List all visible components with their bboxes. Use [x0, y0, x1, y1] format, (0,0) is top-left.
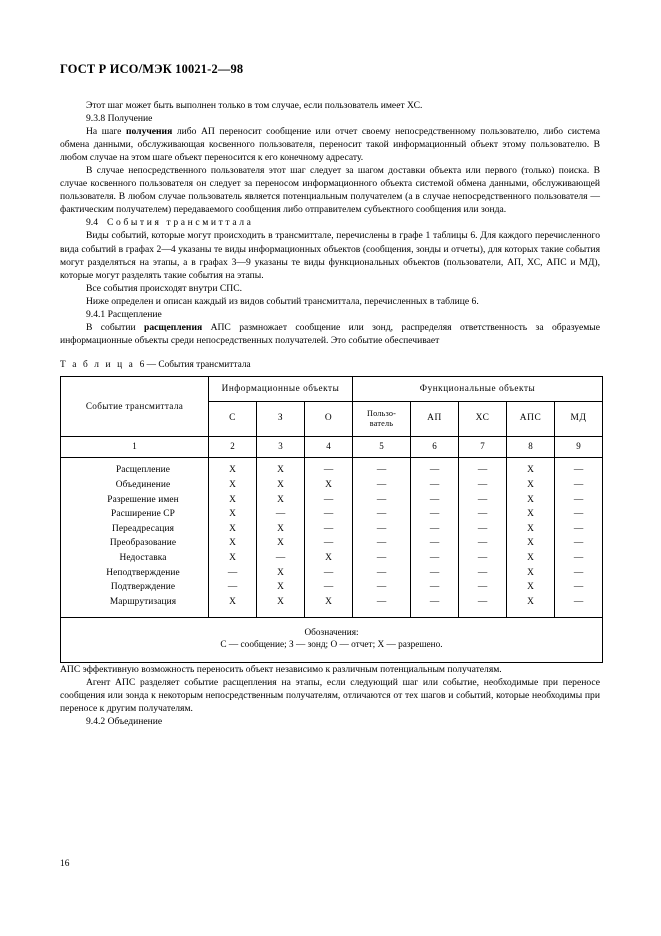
- paragraph-agent-splits: [60, 676, 600, 715]
- paragraph-text: Этот шаг может быть выполнен только в том случае, если пользователь имеет ХС.: [86, 100, 423, 111]
- table-row: [61, 551, 603, 566]
- table-row: [61, 566, 603, 581]
- table-cell: —: [459, 493, 507, 508]
- table-cell: —: [353, 551, 411, 566]
- table-row-label: Расширение СР: [61, 508, 209, 523]
- column-number-4: 4: [305, 436, 353, 457]
- table-cell: X: [257, 457, 305, 478]
- table-cell: —: [555, 566, 603, 581]
- table-cell: —: [305, 457, 353, 478]
- table-cell: —: [257, 551, 305, 566]
- table-header-col-user: [353, 401, 411, 436]
- table-row-label: Переадресация: [61, 522, 209, 537]
- table-cell: —: [555, 537, 603, 552]
- table-legend-title: Обозначения:: [304, 628, 359, 639]
- column-number-1: 1: [61, 436, 209, 457]
- table-cell: —: [411, 522, 459, 537]
- table-caption: [60, 359, 600, 371]
- table-row-label: Расщепление: [61, 457, 209, 478]
- table-caption-number: 6: [139, 359, 145, 370]
- table-row-label: Разрешение имен: [61, 493, 209, 508]
- table-cell: X: [257, 581, 305, 596]
- paragraph-splitting: [60, 321, 600, 347]
- paragraph-text-pre: На шаге: [86, 126, 126, 138]
- clause-title: События трансмиттала: [107, 217, 254, 229]
- column-number-3: 3: [257, 436, 305, 457]
- clause-heading-9-4-2: 9.4.2 Объединение: [86, 716, 163, 728]
- column-number-8: 8: [507, 436, 555, 457]
- table-row-label: Подтверждение: [61, 581, 209, 596]
- paragraph-text: Все события происходят внутри СПС.: [86, 282, 243, 294]
- table-header-col-md: МД: [555, 401, 603, 436]
- table-cell: —: [305, 493, 353, 508]
- paragraph-text: В случае непосредственного пользователя этот шаг следует за шагом доставки объекта или первого (только) поиска. В случае косвенного пользователя он следует за переносом информационного объекта системой обмена данными, обслуживающей пользователя. В любом случае пользователь является потенциальным получателем (а в случае непосредственного пользователя — фактическим получателем) передаваемого сообщения либо отправителем субъектного сообщения или зонда.: [60, 165, 600, 216]
- table-cell: —: [353, 457, 411, 478]
- table-header-col-aps: АПС: [507, 401, 555, 436]
- table-cell: X: [257, 595, 305, 617]
- table-cell: X: [507, 581, 555, 596]
- table-row: [61, 595, 603, 617]
- table-cell: —: [459, 581, 507, 596]
- table-body: [61, 457, 603, 617]
- table-header-group-information-objects: Информационные объекты: [209, 376, 353, 401]
- table-cell: X: [305, 595, 353, 617]
- table-cell: X: [305, 551, 353, 566]
- table-cell: —: [353, 566, 411, 581]
- table-header-col-o: О: [305, 401, 353, 436]
- table-cell: —: [209, 566, 257, 581]
- table-cell: —: [555, 551, 603, 566]
- table-row: [61, 537, 603, 552]
- table-cell: —: [305, 566, 353, 581]
- table-cell: —: [459, 537, 507, 552]
- table-cell: —: [411, 493, 459, 508]
- paragraph-events-described: [60, 295, 600, 308]
- table-cell: —: [353, 595, 411, 617]
- table-header-row-groups: [61, 376, 603, 401]
- table-row: [61, 508, 603, 523]
- table-cell: —: [305, 508, 353, 523]
- table-cell: X: [507, 551, 555, 566]
- table-row: [61, 581, 603, 596]
- table-cell: —: [555, 508, 603, 523]
- table-cell: —: [353, 478, 411, 493]
- table-row: [61, 478, 603, 493]
- table-cell: X: [507, 508, 555, 523]
- table-caption-title: События трансмиттала: [158, 359, 251, 370]
- table-cell: X: [257, 566, 305, 581]
- table-cell: —: [555, 478, 603, 493]
- column-number-6: 6: [411, 436, 459, 457]
- table-row-label: Преобразование: [61, 537, 209, 552]
- table-cell: —: [555, 595, 603, 617]
- clause-heading-9-4: [60, 216, 600, 229]
- page-number: 16: [60, 859, 70, 869]
- table-cell: —: [459, 522, 507, 537]
- paragraph-events-inside-sps: [60, 282, 600, 295]
- table-cell: X: [209, 493, 257, 508]
- page-content: [60, 62, 600, 728]
- emphasis-poluchenie: получения: [125, 126, 173, 138]
- table-cell: —: [305, 522, 353, 537]
- table-cell: —: [257, 508, 305, 523]
- column-number-5: 5: [353, 436, 411, 457]
- paragraph-step-condition: [60, 99, 600, 112]
- table-cell: —: [459, 508, 507, 523]
- table-cell: X: [305, 478, 353, 493]
- table-cell: X: [507, 566, 555, 581]
- paragraph-text-post: либо АП переносит сообщение или отчет своему непосредственному пользователю, либо система обмена данными, обслуживающая косвенного пользователя, переносит такой информационный объект этому пользователю. В любом случае на этом шаге объект переносится к его конечному адресату.: [60, 126, 600, 164]
- table-header-col-c: С: [209, 401, 257, 436]
- paragraph-aps-capability: [60, 663, 600, 676]
- transmittal-events-table: [60, 376, 603, 663]
- table-cell: —: [411, 595, 459, 617]
- table-header-col-hs: ХС: [459, 401, 507, 436]
- table-header-col-ap: АП: [411, 401, 459, 436]
- table-cell: X: [507, 493, 555, 508]
- paragraph-direct-user: [60, 164, 600, 216]
- table-cell: —: [411, 566, 459, 581]
- paragraph-event-kinds: [60, 229, 600, 281]
- table-cell: —: [555, 457, 603, 478]
- table-cell: X: [209, 537, 257, 552]
- paragraph-text-pre: В событии: [86, 321, 145, 333]
- clause-heading-9-3-8: 9.3.8 Получение: [86, 113, 153, 125]
- table-header-col-z: З: [257, 401, 305, 436]
- table-cell: —: [555, 493, 603, 508]
- table-cell: X: [507, 457, 555, 478]
- table-cell: X: [257, 537, 305, 552]
- table-cell: —: [353, 581, 411, 596]
- table-cell: —: [555, 581, 603, 596]
- table-row: [61, 522, 603, 537]
- table-cell: X: [257, 478, 305, 493]
- table-cell: —: [459, 595, 507, 617]
- table-cell: —: [459, 566, 507, 581]
- table-row-label: Маршрутизация: [61, 595, 209, 617]
- table-foot: [61, 617, 603, 662]
- paragraph-receipt: [60, 125, 600, 164]
- table-cell: —: [353, 522, 411, 537]
- table-row: [61, 457, 603, 478]
- table-column-number-row: [61, 436, 603, 457]
- table-cell: X: [507, 478, 555, 493]
- table-cell: —: [459, 478, 507, 493]
- paragraph-text: Виды событий, которые могут происходить в трансмиттале, перечислены в графе 1 таблицы 6. Для каждого перечисленного вида событий в графах 2—4 указаны те виды информационных объектов (сообщения, зонды и отчеты), для которых такие события могут разделяться на этапы, а в графах 3—9 указаны те виды функциональных объектов (пользователи, АП, ХС, АПС и МД), которые могут разделять такие события на этапы.: [60, 230, 600, 281]
- table-cell: X: [209, 478, 257, 493]
- table-cell: —: [305, 581, 353, 596]
- table-row-label: Недоставка: [61, 551, 209, 566]
- table-cell: —: [353, 537, 411, 552]
- table-cell: —: [353, 508, 411, 523]
- table-cell: X: [507, 595, 555, 617]
- table-cell: X: [507, 537, 555, 552]
- table-cell: —: [411, 457, 459, 478]
- table-caption-dash: —: [146, 359, 156, 370]
- table-cell: —: [555, 522, 603, 537]
- table-row-label: Неподтверждение: [61, 566, 209, 581]
- table-header-col-user-line2: ватель: [369, 418, 394, 428]
- table-cell: —: [459, 551, 507, 566]
- table-cell: X: [257, 493, 305, 508]
- paragraph-text: Агент АПС разделяет событие расщепления на этапы, если следующий шаг или событие, необходимые при переносе сообщения или зонда к некоторым непосредственным получателям, отличаются от тех шагов и событий, которые необходимы при переносе к другим получателям.: [60, 676, 600, 714]
- table-cell: X: [209, 457, 257, 478]
- table-header-event: Событие трансмиттала: [61, 376, 209, 436]
- table-cell: X: [209, 522, 257, 537]
- table-legend-body: С — сообщение; З — зонд; О — отчет; X — разрешено.: [220, 639, 443, 650]
- table-legend-row: [61, 617, 603, 662]
- paragraph-text: Ниже определен и описан каждый из видов событий трансмиттала, перечисленных в таблице 6.: [86, 295, 479, 307]
- table-row-label: Объединение: [61, 478, 209, 493]
- emphasis-rasshcheplenie: расщепления: [144, 321, 203, 333]
- running-head: ГОСТ Р ИСО/МЭК 10021-2—98: [60, 62, 244, 76]
- column-number-7: 7: [459, 436, 507, 457]
- clause-number: 9.4: [86, 217, 98, 229]
- table-caption-label: Т а б л и ц а: [60, 359, 135, 370]
- table-cell: —: [305, 537, 353, 552]
- table-cell: —: [411, 537, 459, 552]
- table-header-col-user-line1: Пользо-: [366, 408, 397, 418]
- paragraph-text: АПС эффективную возможность переносить объект независимо к различным потенциальным получателям.: [60, 663, 502, 675]
- column-number-9: 9: [555, 436, 603, 457]
- table-cell: —: [209, 581, 257, 596]
- table-cell: X: [507, 522, 555, 537]
- table-header-group-functional-objects: Функциональные объекты: [353, 376, 603, 401]
- column-number-2: 2: [209, 436, 257, 457]
- table-cell: —: [353, 493, 411, 508]
- table-row: [61, 493, 603, 508]
- table-cell: —: [411, 478, 459, 493]
- table-cell: —: [459, 457, 507, 478]
- table-head: [61, 376, 603, 457]
- table-cell: X: [209, 508, 257, 523]
- table-cell: —: [411, 508, 459, 523]
- table-cell: X: [209, 595, 257, 617]
- paragraph-text-post: АПС размножает сообщение или зонд, распределяя ответственность за образуемые информационные объекты среди непосредственных получателей. Это событие обеспечивает: [60, 321, 600, 346]
- clause-heading-9-4-1: 9.4.1 Расщепление: [86, 308, 162, 320]
- table-cell: X: [257, 522, 305, 537]
- table-cell: —: [411, 581, 459, 596]
- table-cell: —: [411, 551, 459, 566]
- table-cell: X: [209, 551, 257, 566]
- table-legend-cell: [61, 617, 603, 662]
